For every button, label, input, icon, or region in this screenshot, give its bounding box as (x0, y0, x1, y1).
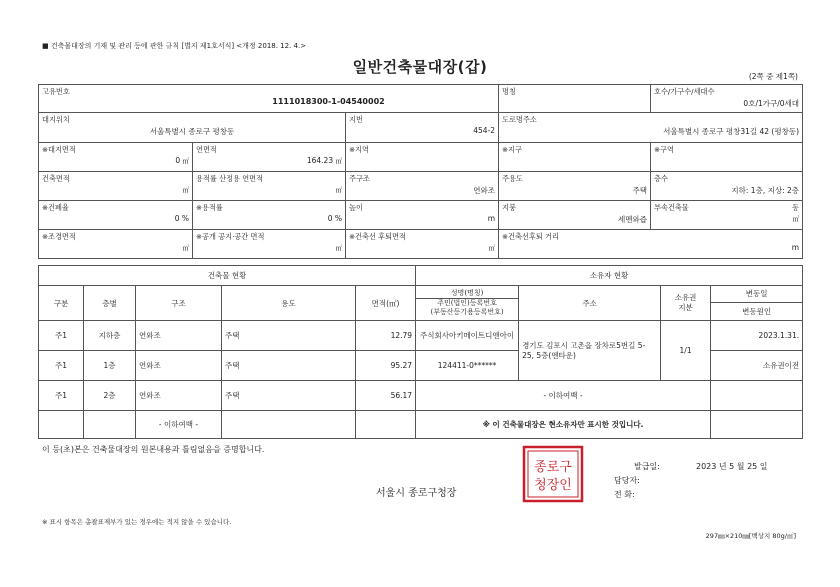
col-use: 용도 (222, 286, 356, 321)
official-seal-stamp (520, 444, 586, 504)
far-area-label: 용적률 산정용 연면적 (196, 174, 264, 183)
owner-change-date: 2023.1.31. (711, 321, 803, 351)
units-value: 0호/1가구/0세대 (743, 99, 800, 108)
issue-date-value: 2023 년 5 월 25 일 (696, 462, 768, 471)
col-change-date: 변동일 (711, 286, 802, 303)
location-cell (39, 113, 346, 143)
site-area-cell (39, 143, 193, 172)
total-area-cell (193, 143, 346, 172)
basic-info-table (38, 84, 803, 259)
total-area-value: 164.23 (306, 156, 334, 165)
far-area-unit: ㎡ (335, 186, 342, 194)
district-label: ※지구 (502, 145, 522, 154)
height-cell (346, 201, 499, 230)
far-value: 0 (327, 214, 333, 223)
total-area-label: 연면적 (196, 145, 217, 154)
owner-blank-cell (711, 381, 803, 411)
row-type: 주1 (39, 381, 84, 411)
building-area-cell (39, 172, 193, 201)
road-address-value: 서울특별시 종로구 평창31길 42 (평창동) (663, 127, 800, 136)
main-use-value: 주택 (632, 186, 648, 195)
id-cell (39, 85, 499, 113)
owner-share: 1/1 (661, 321, 711, 381)
document-title: 일반건축물대장(갑) (352, 58, 488, 76)
roof-value: 세멘와즙 (618, 215, 648, 224)
phone-label: 전 화: (614, 490, 635, 499)
issue-date-label: 발급일: (634, 462, 660, 471)
floors-label: 층수 (654, 174, 668, 183)
name-cell (499, 85, 651, 113)
setback-distance-cell (499, 230, 803, 259)
owner-change-reason: 소유권이전 (711, 351, 803, 381)
landscape-label: ※조경면적 (42, 232, 76, 241)
staff-label: 담당자: (614, 476, 640, 485)
col-share: 소유권 지분 (661, 286, 711, 321)
height-unit: m (487, 214, 496, 223)
footnote: ※ 표시 항목은 총괄표제부가 있는 경우에는 적지 않을 수 있습니다. (42, 518, 232, 526)
lot-cell (346, 113, 499, 143)
owner-status-header: 소유자 현황 (416, 266, 803, 286)
public-space-cell (193, 230, 346, 259)
row-use: 주택 (222, 321, 356, 351)
regulation-header: ■ 건축물대장의 기재 및 관리 등에 관한 규칙 [별지 제1호서식] <개정 2018. 12. 4.> (42, 42, 307, 50)
road-address-cell (499, 113, 803, 143)
structure-cell (346, 172, 499, 201)
row-use: 주택 (222, 381, 356, 411)
row-area: 12.79 (356, 321, 416, 351)
total-area-unit: ㎡ (335, 157, 342, 165)
annex-unit: ㎡ (792, 215, 800, 223)
owner-blank: - 이하여백 - (416, 381, 711, 411)
owner-reg-no: 124411-0****** (416, 351, 519, 381)
floors-value: 지하: 1층, 지상: 2층 (731, 186, 800, 195)
area-zone-label: ※구역 (654, 145, 674, 154)
setback-area-label: ※건축선 후퇴면적 (349, 232, 406, 241)
id-label: 고유번호 (42, 87, 70, 96)
road-address-label: 도로명주소 (502, 115, 537, 124)
roof-label: 지붕 (502, 203, 516, 212)
owner-notice: ※ 이 건축물대장은 현소유자만 표시한 것입니다. (416, 411, 711, 439)
building-area-unit: ㎡ (182, 186, 189, 194)
col-type: 구분 (39, 286, 84, 321)
owner-address: 경기도 김포시 고촌읍 장차로5번길 5-25, 5층(엔타운) (519, 321, 661, 381)
row-use: 주택 (222, 351, 356, 381)
far-unit: % (334, 214, 342, 223)
site-area-unit: ㎡ (182, 157, 189, 165)
col-floor: 층별 (84, 286, 136, 321)
table-row (39, 321, 803, 351)
building-area-label: 건축면적 (42, 174, 70, 183)
col-owner-reg: 주민(법인)등록번호 (부동산등기용등록번호) (416, 298, 518, 317)
page-indicator: (2쪽 중 제1쪽) (748, 72, 798, 81)
paper-spec: 297㎜×210㎜[백상지 80g/㎡] (705, 532, 796, 540)
location-value: 서울특별시 종로구 평창동 (149, 127, 235, 136)
annex-value: 동 (792, 203, 800, 212)
row-floor: 2층 (84, 381, 136, 411)
col-owner-name: 성명(명칭) (450, 289, 484, 297)
setback-distance-label: ※건축선후퇴 거리 (502, 232, 559, 241)
structure-label: 주구조 (349, 174, 370, 183)
name-label: 명칭 (502, 87, 516, 96)
col-owner (416, 286, 519, 321)
row-floor: 1층 (84, 351, 136, 381)
district-cell (499, 143, 651, 172)
structure-value: 연와조 (473, 186, 496, 195)
building-blank: - 이하여백 - (136, 411, 222, 439)
col-area: 면적(㎡) (356, 286, 416, 321)
height-label: 높이 (349, 203, 363, 212)
public-space-unit: ㎡ (335, 244, 342, 252)
bcr-value: 0 (174, 214, 180, 223)
col-structure: 구조 (136, 286, 222, 321)
row-type: 주1 (39, 351, 84, 381)
row-structure: 연와조 (136, 351, 222, 381)
site-area-label: ※대지면적 (42, 145, 76, 154)
area-zone-cell (651, 143, 803, 172)
table-row (39, 381, 803, 411)
id-value: 1111018300-1-04540002 (272, 97, 385, 106)
setback-distance-unit: m (791, 243, 800, 252)
row-area: 95.27 (356, 351, 416, 381)
setback-area-unit: ㎡ (488, 244, 496, 252)
public-space-label: ※공개 공지·공간 면적 (196, 232, 265, 241)
row-floor: 지하층 (84, 321, 136, 351)
issuing-office: 서울시 종로구청장 (376, 488, 457, 499)
roof-cell (499, 201, 651, 230)
owner-name: 주식회사아키메이트디앤아이 (416, 321, 519, 351)
svg-text:종로구: 종로구 (534, 460, 572, 475)
row-type: 주1 (39, 321, 84, 351)
row-structure: 연와조 (136, 321, 222, 351)
bcr-cell (39, 201, 193, 230)
far-cell (193, 201, 346, 230)
annex-label: 부속건축물 (654, 203, 689, 212)
bcr-unit: % (181, 214, 189, 223)
building-status-header: 건축물 현황 (39, 266, 416, 286)
col-change-reason: 변동원인 (742, 307, 772, 316)
lot-label: 지번 (349, 115, 363, 124)
units-label: 호수/가구수/세대수 (654, 87, 715, 96)
svg-text:청장인: 청장인 (534, 478, 572, 493)
far-area-cell (193, 172, 346, 201)
row-structure: 연와조 (136, 381, 222, 411)
zone-label: ※지역 (349, 145, 369, 154)
landscape-cell (39, 230, 193, 259)
far-label: ※용적률 (196, 203, 223, 212)
location-label: 대지위치 (42, 115, 70, 124)
col-address: 주소 (519, 286, 661, 321)
annex-cell (651, 201, 803, 230)
setback-area-cell (346, 230, 499, 259)
site-area-value: 0 (175, 156, 181, 165)
bcr-label: ※건폐율 (42, 203, 69, 212)
certification-text: 이 등(초)본은 건축물대장의 원본내용과 틀림없음을 증명합니다. (42, 445, 265, 454)
zone-cell (346, 143, 499, 172)
row-area: 56.17 (356, 381, 416, 411)
status-table (38, 265, 803, 439)
col-change (711, 286, 803, 321)
lot-value: 454-2 (473, 126, 496, 135)
main-use-cell (499, 172, 651, 201)
floors-cell (651, 172, 803, 201)
landscape-unit: ㎡ (182, 244, 189, 252)
units-cell (651, 85, 803, 113)
main-use-label: 주용도 (502, 174, 523, 183)
